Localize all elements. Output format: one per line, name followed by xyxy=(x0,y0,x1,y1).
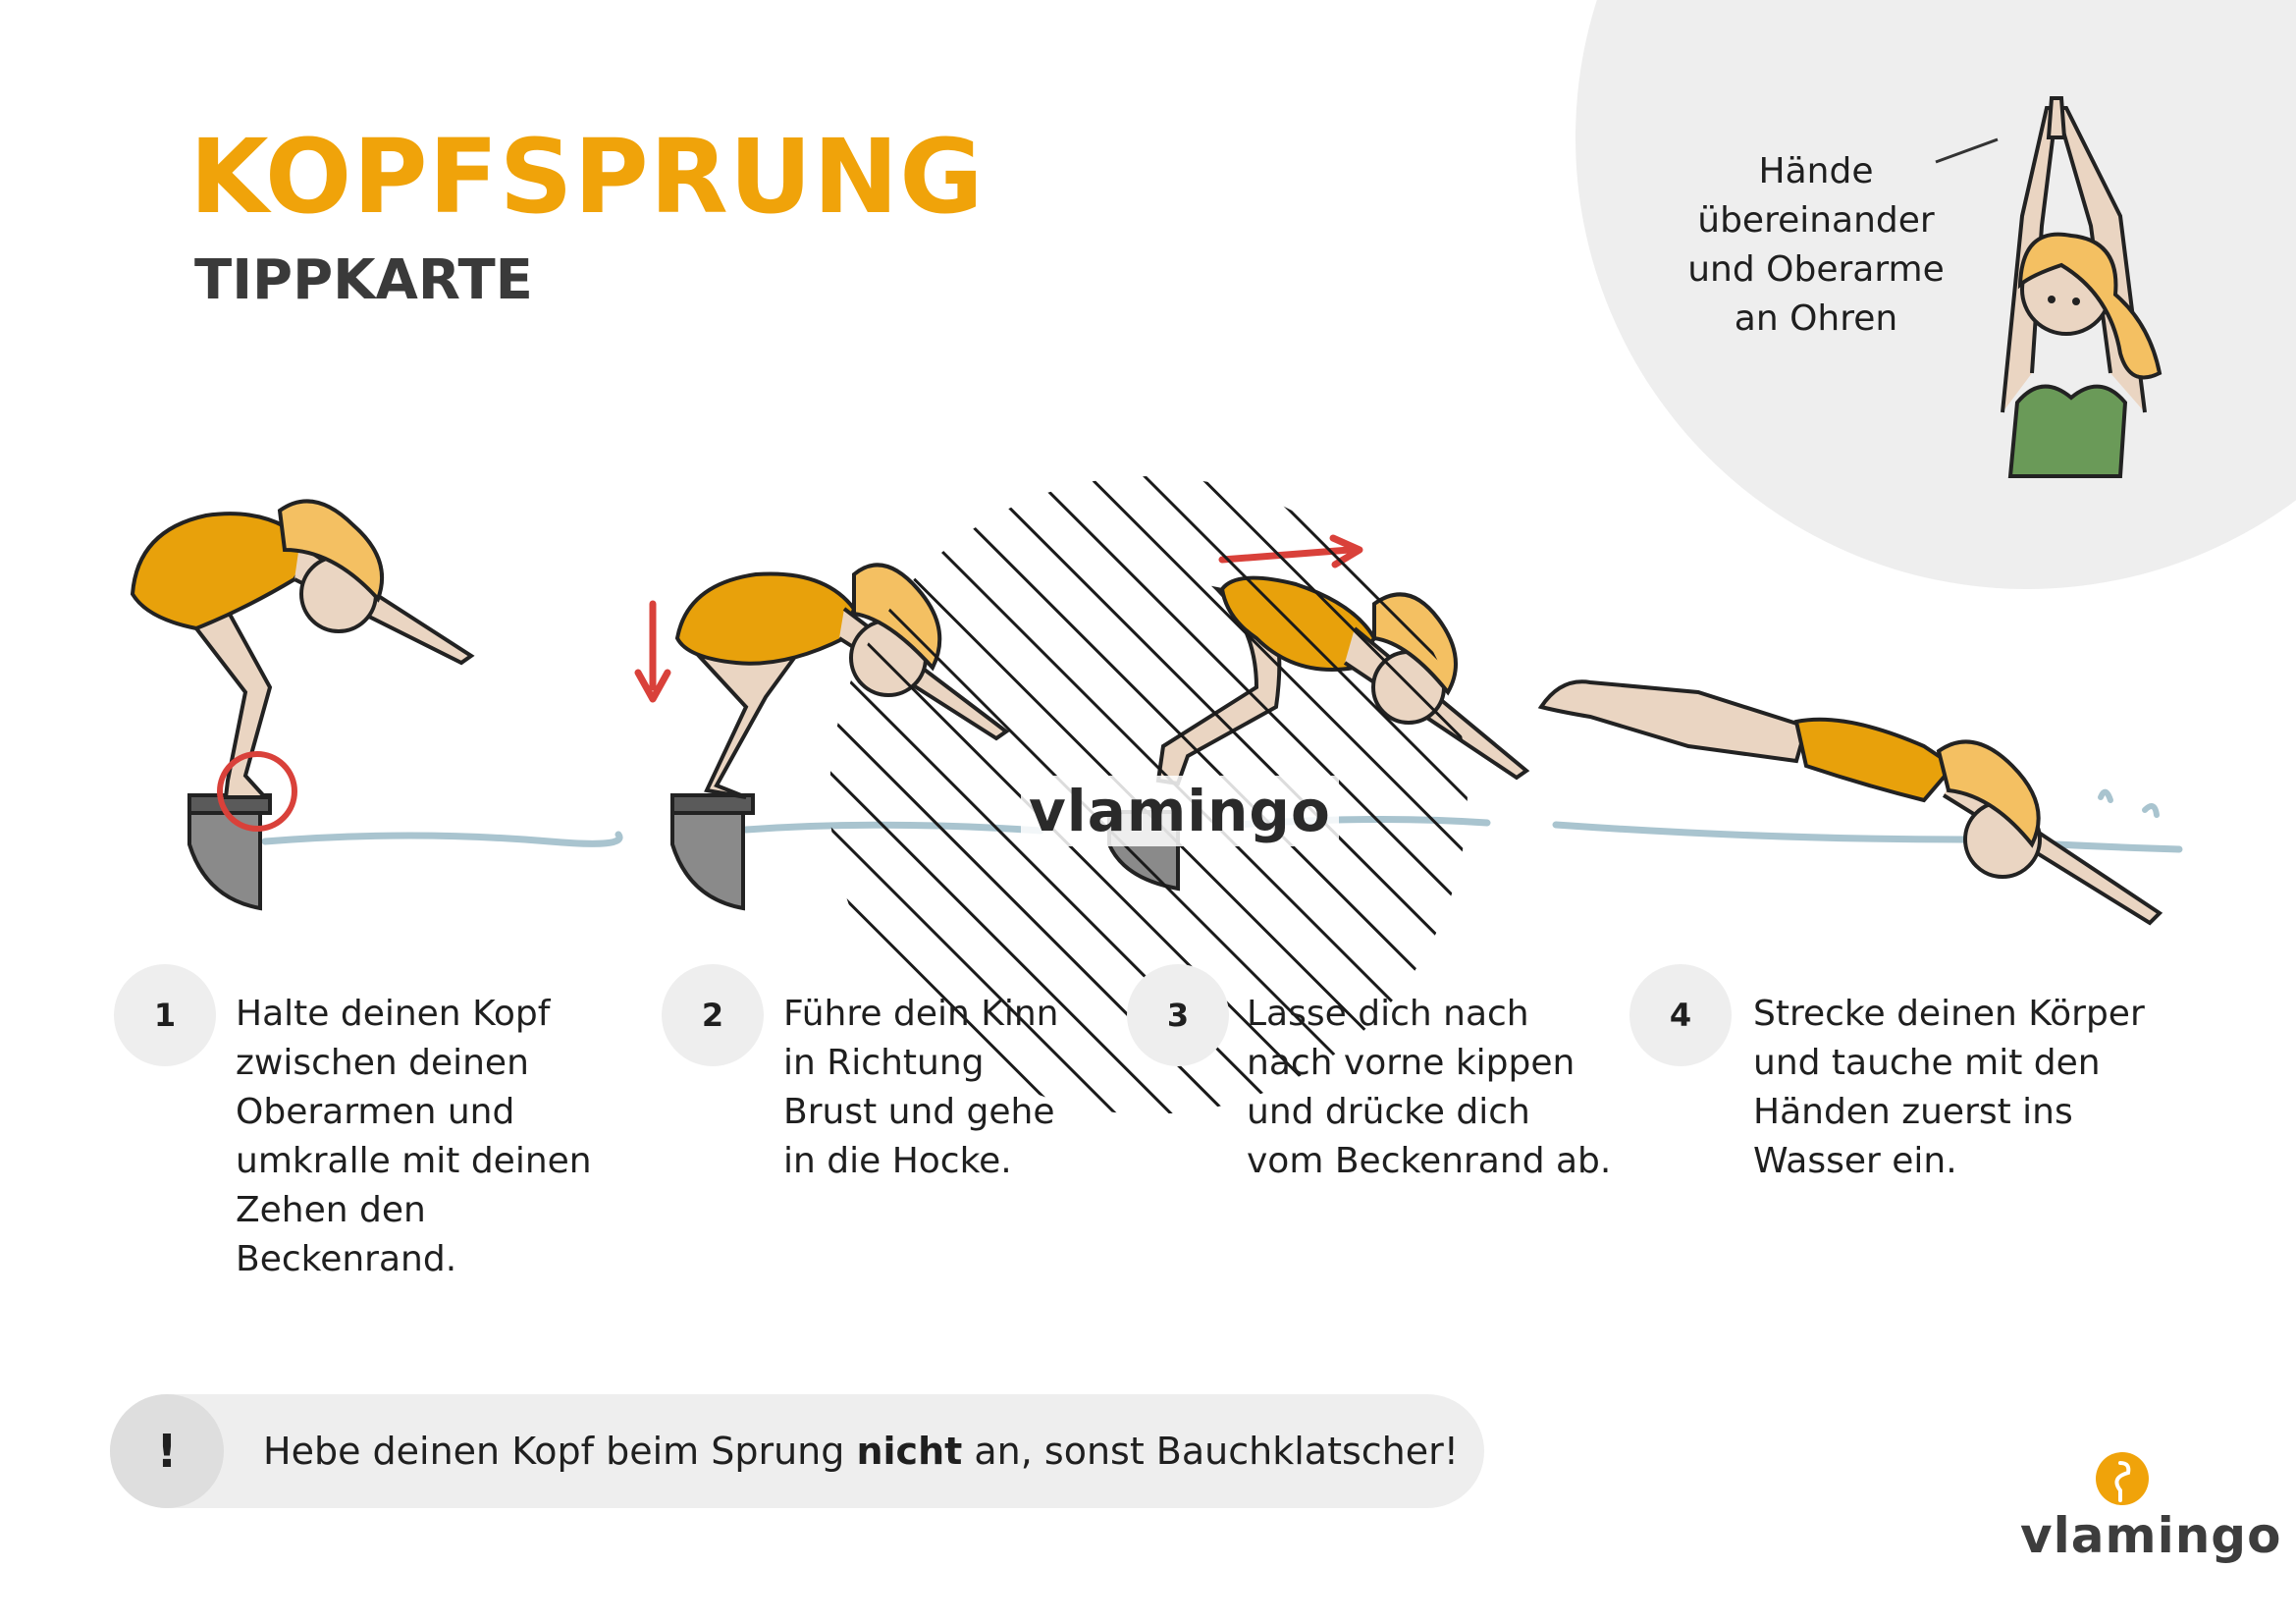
step-2-number: 2 xyxy=(662,964,764,1066)
warning-icon: ! xyxy=(110,1394,224,1508)
brand-logo: vlamingo xyxy=(2020,1507,2282,1564)
warning-text-after: an, sonst Bauchklatscher! xyxy=(962,1430,1459,1473)
water-line-1 xyxy=(265,835,619,843)
step-1-text: Halte deinen Kopf zwischen deinen Oberarmen und umkralle mit deinen Zehen den Beckenrand. xyxy=(236,994,592,1279)
warning-text-bold: nicht xyxy=(856,1430,963,1473)
page-title: KOPFSPRUNG xyxy=(189,117,985,237)
tip-figure-illustration xyxy=(1936,98,2160,476)
starting-block-2 xyxy=(672,795,753,908)
step-4-number: 4 xyxy=(1629,964,1732,1066)
flamingo-logo-icon xyxy=(2096,1452,2149,1505)
step-2-text: Führe dein Kinn in Richtung Brust und gehe in die Hocke. xyxy=(783,994,1059,1181)
water-line-4 xyxy=(1556,825,2179,849)
tip-text: Hände übereinander und Oberarme an Ohren xyxy=(1687,151,1945,339)
warning-text-before: Hebe deinen Kopf beim Sprung xyxy=(263,1430,857,1473)
step-3-text: Lasse dich nach nach vorne kippen und drücke dich vom Beckenrand ab. xyxy=(1247,994,1612,1181)
step-4-text: Strecke deinen Körper und tauche mit den Händen zuerst ins Wasser ein. xyxy=(1753,994,2145,1181)
step-1-number: 1 xyxy=(114,964,216,1066)
step-3-number: 3 xyxy=(1127,964,1229,1066)
page-subtitle: TIPPKARTE xyxy=(194,248,533,312)
figure-step-4 xyxy=(1541,681,2160,923)
figure-step-1 xyxy=(133,501,471,829)
watermark-text: vlamingo xyxy=(1021,776,1339,846)
warning-text xyxy=(263,1430,1459,1473)
warning-bar xyxy=(110,1394,1484,1508)
